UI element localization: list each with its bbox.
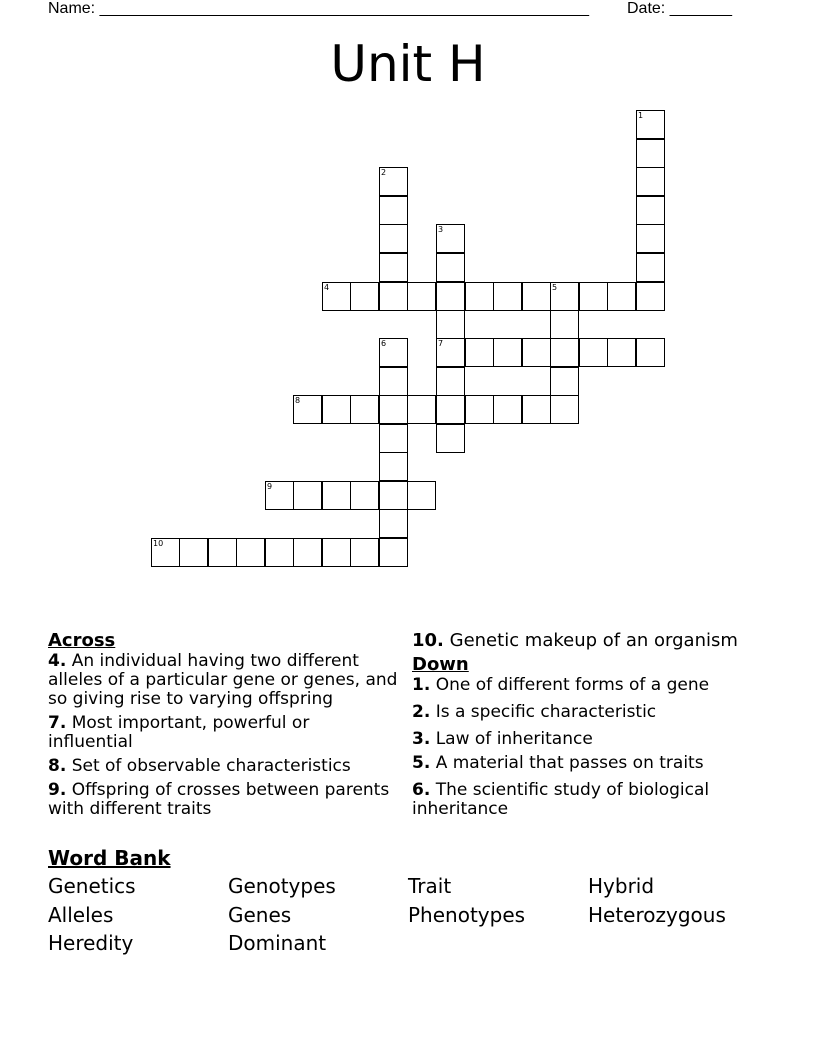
word-bank-word: Heredity: [48, 931, 134, 955]
across-clue-10: 10. Genetic makeup of an organism: [412, 630, 738, 651]
word-bank-word: Dominant: [228, 931, 327, 955]
crossword-cell-9[interactable]: [265, 481, 294, 510]
crossword-cell[interactable]: [407, 395, 436, 424]
across-heading: Across: [48, 630, 116, 651]
clue-number: 3: [438, 225, 444, 234]
crossword-cell[interactable]: [465, 282, 494, 311]
down-clue-2: 2. Is a specific characteristic: [412, 702, 657, 722]
word-bank-word: Genotypes: [228, 874, 336, 898]
crossword-cell[interactable]: [522, 338, 551, 367]
crossword-cell-8[interactable]: [293, 395, 322, 424]
crossword-cell[interactable]: [607, 338, 636, 367]
down-heading: Down: [412, 654, 469, 675]
crossword-cell[interactable]: [379, 538, 408, 567]
crossword-cell[interactable]: [350, 538, 379, 567]
clue-number: 9: [267, 482, 273, 491]
clue-number: 8: [295, 396, 301, 405]
clue-number: 2: [381, 168, 387, 177]
crossword-cell[interactable]: [208, 538, 237, 567]
down-clue-1: 1. One of different forms of a gene: [412, 675, 710, 695]
crossword-cell[interactable]: [322, 538, 351, 567]
across-clue-9: 9. Offspring of crosses between parents with different traits: [48, 780, 390, 819]
across-clue-7: 7. Most important, powerful or influential: [48, 713, 310, 752]
crossword-cell-3[interactable]: [436, 224, 465, 253]
crossword-cell[interactable]: [379, 224, 408, 253]
crossword-cell[interactable]: [550, 310, 579, 339]
word-bank-word: Alleles: [48, 903, 114, 927]
crossword-cell[interactable]: [636, 253, 665, 282]
clue-number: 7: [438, 339, 444, 348]
crossword-cell-6[interactable]: [379, 338, 408, 367]
word-bank-word: Phenotypes: [408, 903, 526, 927]
word-bank-word: Heterozygous: [588, 903, 726, 927]
word-bank-word: Trait: [408, 874, 452, 898]
clue-number: 6: [381, 339, 387, 348]
crossword-cell[interactable]: [493, 338, 522, 367]
crossword-cell-5[interactable]: [550, 282, 579, 311]
crossword-cell[interactable]: [436, 395, 465, 424]
clue-number: 10: [153, 539, 164, 548]
crossword-cell[interactable]: [236, 538, 265, 567]
clue-number: 4: [324, 283, 330, 292]
crossword-cell[interactable]: [436, 424, 465, 453]
crossword-cell[interactable]: [179, 538, 208, 567]
clues-right-column: [412, 630, 772, 824]
crossword-cell[interactable]: [322, 481, 351, 510]
crossword-cell[interactable]: [436, 253, 465, 282]
word-bank-heading: Word Bank: [48, 846, 171, 870]
crossword-cell[interactable]: [350, 282, 379, 311]
page-title: Unit H: [330, 35, 486, 93]
crossword-cell[interactable]: [379, 282, 408, 311]
crossword-cell[interactable]: [350, 481, 379, 510]
crossword-cell[interactable]: [379, 424, 408, 453]
crossword-cell[interactable]: [265, 538, 294, 567]
date-line: Date: _______: [627, 0, 732, 17]
crossword-cell-7[interactable]: [436, 338, 465, 367]
down-clue-6: 6. The scientific study of biological inheritance: [412, 780, 710, 819]
crossword-cell[interactable]: [636, 224, 665, 253]
crossword-cell[interactable]: [322, 395, 351, 424]
down-clue-3: 3. Law of inheritance: [412, 729, 593, 749]
crossword-cell[interactable]: [636, 338, 665, 367]
clue-number: 1: [638, 111, 644, 120]
crossword-cell[interactable]: [522, 395, 551, 424]
crossword-cell[interactable]: [579, 282, 608, 311]
clue-number: 5: [552, 283, 558, 292]
word-bank-word: Genes: [228, 903, 292, 927]
across-clue-8: 8. Set of observable characteristics: [48, 756, 351, 776]
crossword-cell[interactable]: [436, 282, 465, 311]
crossword-cell[interactable]: [379, 253, 408, 282]
crossword-cell-4[interactable]: [322, 282, 351, 311]
across-clue-4: 4. An individual having two different alleles of a particular gene or genes, and so giving rise to varying offspring: [48, 651, 398, 709]
crossword-cell[interactable]: [407, 282, 436, 311]
crossword-cell[interactable]: [350, 395, 379, 424]
word-bank-word: Hybrid: [588, 874, 655, 898]
crossword-cell[interactable]: [465, 395, 494, 424]
crossword-cell[interactable]: [550, 367, 579, 396]
crossword-cell[interactable]: [436, 367, 465, 396]
crossword-cell[interactable]: [636, 139, 665, 168]
crossword-cell[interactable]: [379, 481, 408, 510]
crossword-cell[interactable]: [293, 481, 322, 510]
crossword-cell[interactable]: [636, 282, 665, 311]
crossword-cell-1[interactable]: [636, 110, 665, 139]
crossword-cell[interactable]: [465, 338, 494, 367]
name-line: Name: _______________________________________________________: [48, 0, 589, 17]
crossword-cell[interactable]: [379, 452, 408, 481]
crossword-cell[interactable]: [550, 395, 579, 424]
down-clue-5: 5. A material that passes on traits: [412, 753, 704, 773]
crossword-cell[interactable]: [379, 395, 408, 424]
crossword-cell[interactable]: [607, 282, 636, 311]
crossword-cell[interactable]: [522, 282, 551, 311]
crossword-cell[interactable]: [493, 282, 522, 311]
crossword-cell[interactable]: [579, 338, 608, 367]
crossword-cell[interactable]: [493, 395, 522, 424]
crossword-cell[interactable]: [379, 196, 408, 225]
clues-left-column: [48, 630, 398, 824]
crossword-cell[interactable]: [407, 481, 436, 510]
crossword-cell[interactable]: [636, 196, 665, 225]
crossword-cell-2[interactable]: [379, 167, 408, 196]
word-bank-word: Genetics: [48, 874, 136, 898]
crossword-cell[interactable]: [436, 310, 465, 339]
crossword-cell[interactable]: [550, 338, 579, 367]
crossword-cell-10[interactable]: [151, 538, 180, 567]
crossword-cell[interactable]: [379, 367, 408, 396]
crossword-cell[interactable]: [379, 509, 408, 538]
crossword-cell[interactable]: [293, 538, 322, 567]
crossword-cell[interactable]: [636, 167, 665, 196]
